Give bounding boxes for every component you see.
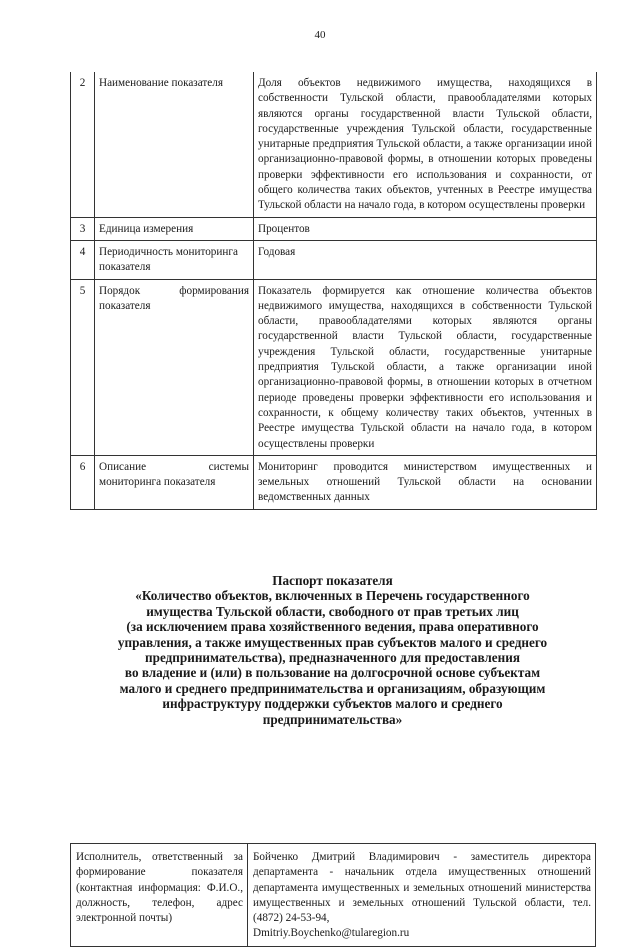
executor-value (248, 844, 596, 947)
passport-title-line: предпринимательства» (262, 711, 403, 727)
table-row (71, 279, 597, 455)
row-number: 2 (71, 72, 95, 217)
passport-title-line: управления, а также имущественных прав субъектов малого и среднего (117, 634, 548, 650)
row-value: Доля объектов недвижимого имущества, находящихся в собственности Тульской области, правообладателями которых являются органы государственной власти Тульской области, государственные учреждения Тульской области, государственные унитарные предприятия Тульской области, а также организации иной организационно-правовой формы, в отношении которых проведены проверки эффективности его использования и сохранности, от общего количества таких объектов, учтенных в Реестре имущества Тульской области на начало года, в котором осуществлены проверки (254, 72, 597, 217)
row-value: Годовая (254, 240, 597, 279)
row-label: Описание системы мониторинга показателя (95, 455, 254, 509)
row-label: Порядок формирования показателя (95, 279, 254, 455)
passport-title (70, 573, 595, 727)
passport-title-line: «Количество объектов, включенных в Перечень государственного (135, 588, 530, 604)
indicator-table (70, 72, 597, 510)
row-label: Единица измерения (95, 217, 254, 240)
executor-text: Бойченко Дмитрий Владимирович - заместитель директора департамента - начальник отдела имущественных отношений департамента имущественных и земельных отношений министерства имущественных и земельных отношений Тульской области, тел. (4872) 24-53-94, (253, 851, 591, 925)
row-number: 3 (71, 217, 95, 240)
row-number: 4 (71, 240, 95, 279)
table-row (71, 72, 597, 217)
row-label: Периодичность мониторинга показателя (95, 240, 254, 279)
passport-title-line: предпринимательства), предназначенного для предоставления (145, 650, 520, 666)
passport-title-line: имущества Тульской области, свободного от прав третьих лиц (146, 603, 519, 619)
passport-title-line: (за исключением права хозяйственного ведения, права оперативного (126, 619, 539, 635)
row-label: Наименование показателя (95, 72, 254, 217)
passport-title-line: во владение и (или) в пользование на долгосрочной основе субъектам (124, 665, 541, 681)
table-row (71, 455, 597, 509)
executor-email: Dmitriy.Boychenko@tularegion.ru (253, 927, 410, 940)
row-number: 6 (71, 455, 95, 509)
table-row (71, 844, 596, 947)
passport-heading: Паспорт показателя (272, 573, 393, 588)
passport-title-line: малого и среднего предпринимательства и организациям, образующим (119, 680, 546, 696)
executor-label: Исполнитель, ответственный за формирование показателя (контактная информация: Ф.И.О., должность, телефон, адрес электронной почты) (71, 844, 248, 947)
row-value: Мониторинг проводится министерством имущественных и земельных отношений Тульской области на основании ведомственных данных (254, 455, 597, 509)
row-value: Процентов (254, 217, 597, 240)
passport-title-line: инфраструктуру поддержки субъектов малого и среднего (162, 696, 503, 712)
table-row (71, 240, 597, 279)
row-number: 5 (71, 279, 95, 455)
table-row (71, 217, 597, 240)
executor-table (70, 843, 596, 947)
row-value: Показатель формируется как отношение количества объектов недвижимого имущества, находящихся в собственности Тульской области, правообладателями которых являются органы государственной власти Тульской области, государственные учреждения Тульской области, государственные унитарные предприятия Тульской области, а также организации иной организационно-правовой формы, в отношении которых в отчетном периоде проведены проверки эффективности его использования и сохранности, к общему количеству таких объектов, учтенных в Реестре имущества Тульской области на начало года, в котором осуществлены проверки (254, 279, 597, 455)
page-number: 40 (314, 29, 326, 41)
